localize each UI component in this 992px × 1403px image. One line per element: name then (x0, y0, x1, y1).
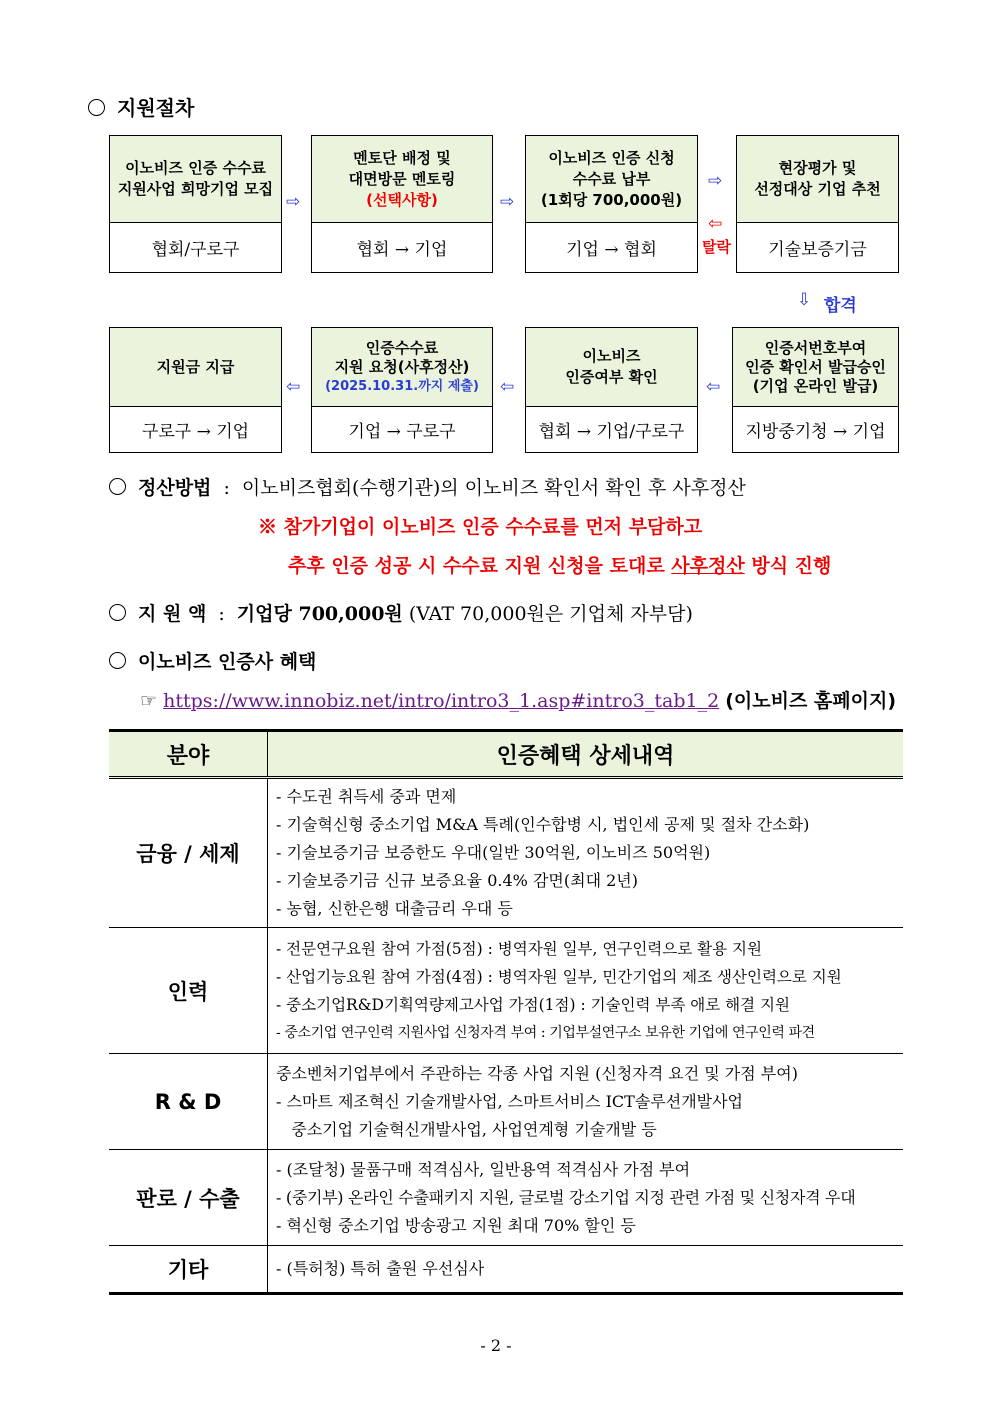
detail-line: 중소기업 기술혁신개발사업, 사업연계형 기술개발 등 (276, 1119, 657, 1139)
arrow-right-icon: ⇨ (708, 171, 723, 191)
benefits-link-line (140, 686, 896, 713)
row-category: R & D (109, 1054, 268, 1150)
procedure-heading (88, 92, 194, 121)
amount-note: (VAT 70,000원은 기업체 자부담) (408, 603, 693, 625)
fail-label: 탈락 (702, 238, 731, 256)
step-line: 현장평가 및 (778, 159, 857, 177)
note-text: 추후 인증 성공 시 수수료 지원 신청을 토대로 (288, 555, 672, 577)
detail-line: - 스마트 제조혁신 기술개발사업, 스마트서비스 ICT솔루션개발사업 (276, 1091, 744, 1111)
row-details (268, 1054, 904, 1150)
step-box-4-actor: 기술보증기금 (768, 239, 867, 260)
step-line: 지원사업 희망기업 모집 (117, 180, 274, 198)
detail-line: - 기술혁신형 중소기업 M&A 특례(인수합병 시, 법인세 공제 및 절차 간소화) (276, 815, 810, 834)
step-line: 수수료 납부 (572, 169, 651, 188)
pass-label: 합격 (824, 296, 857, 316)
benefits-table (109, 729, 903, 1295)
innobiz-link[interactable]: https://www.innobiz.net/intro/intro3_1.asp#intro3_tab1_2 (163, 690, 720, 712)
arrow-left-icon: ⇦ (706, 377, 721, 397)
table-row (109, 778, 903, 928)
note-underlined: 사후정산 (671, 555, 745, 577)
header-details: 인증혜택 상세내역 (268, 731, 904, 778)
settlement-text: 이노비즈협회(수행기관)의 이노비즈 확인서 확인 후 사후정산 (241, 477, 746, 499)
step-box-3-title (526, 136, 697, 223)
row-category: 판로 / 수출 (109, 1150, 268, 1246)
detail-line: 중소벤처기업부에서 주관하는 각종 사업 지원 (신청자격 요건 및 가점 부여) (276, 1063, 798, 1083)
row-details (268, 928, 904, 1054)
procedure-title: 지원절차 (117, 96, 195, 120)
detail-line: - 중소기업 연구인력 지원사업 신청자격 부여 : 기업부설연구소 보유한 기업에 연구인력 파견 (276, 1024, 815, 1041)
settlement-label: 정산방법 (138, 477, 212, 499)
benefits-heading (109, 647, 316, 674)
detail-line: - 수도권 취득세 중과 면제 (276, 787, 457, 806)
step-box-7 (311, 327, 493, 453)
arrow-right-icon: ⇨ (286, 192, 301, 212)
table-row (109, 928, 903, 1054)
row-category: 금융 / 세제 (109, 778, 268, 928)
detail-line: - 기술보증기금 보증한도 우대(일반 30억원, 이노비즈 50억원) (276, 843, 711, 862)
step-line: 멘토단 배정 및 (353, 148, 451, 167)
step-note: (선택사항) (366, 190, 438, 209)
step-box-8 (109, 327, 282, 453)
step-box-8-title (110, 328, 281, 407)
detail-line: - 산업기능요원 참여 가점(4점) : 병역자원 일부, 민간기업의 제조 생산인력으로 지원 (276, 967, 842, 986)
detail-line: - 기술보증기금 신규 보증요율 0.4% 감면(최대 2년) (276, 871, 638, 890)
step-box-3-actor: 기업 → 협회 (566, 239, 657, 260)
step-line: 지원 요청(사후정산) (334, 357, 470, 376)
detail-line: - (중기부) 온라인 수출패키지 지원, 글로벌 강소기업 지정 관련 가점 및 신청자격 우대 (276, 1187, 856, 1207)
step-line: 지원금 지급 (156, 357, 235, 376)
arrow-left-icon: ⇦ (286, 377, 301, 397)
step-box-6 (525, 327, 698, 453)
header-category: 분야 (109, 731, 268, 778)
note-text: 방식 진행 (744, 555, 832, 577)
step-line: (기업 온라인 발급) (752, 376, 879, 395)
step-box-4 (736, 135, 899, 273)
step-line: 인증여부 확인 (565, 368, 658, 386)
colon: : (218, 603, 225, 625)
row-details (268, 1246, 904, 1294)
arrow-right-icon: ⇨ (500, 192, 515, 212)
settlement-line (109, 473, 746, 500)
step-line: 대면방문 멘토링 (348, 169, 456, 188)
table-row (109, 1150, 903, 1246)
circle-bullet-icon (109, 478, 126, 495)
circle-bullet-icon (88, 99, 105, 116)
step-box-2-actor: 협회 → 기업 (356, 239, 448, 260)
step-line: 인증 확인서 발급승인 (745, 357, 886, 376)
step-line: (1회당 700,000원) (540, 190, 683, 209)
row-category: 기타 (109, 1246, 268, 1294)
step-box-7-title (312, 328, 492, 407)
amount-label: 지 원 액 (138, 603, 207, 625)
link-note: (이노비즈 홈페이지) (725, 690, 897, 712)
step-box-3 (525, 135, 698, 273)
step-line: 이노비즈 (582, 347, 641, 365)
step-line: 이노비즈 인증 수수료 (125, 159, 266, 177)
step-box-1-actor: 협회/구로구 (151, 239, 240, 260)
amount-value: 기업당 700,000원 (236, 603, 403, 625)
row-details (268, 778, 904, 928)
detail-line: - (조달청) 물품구매 적격심사, 일반용역 적격심사 가점 부여 (276, 1159, 691, 1179)
step-box-5-actor: 지방중기청 → 기업 (745, 421, 886, 442)
circle-bullet-icon (109, 604, 126, 621)
amount-line (109, 599, 693, 626)
step-box-7-actor: 기업 → 구로구 (348, 421, 456, 442)
step-line: 선정대상 기업 추천 (754, 180, 881, 198)
benefits-title: 이노비즈 인증사 혜택 (138, 651, 317, 673)
step-box-5-title (733, 328, 898, 407)
row-category: 인력 (109, 928, 268, 1054)
step-box-2 (311, 135, 493, 273)
table-header-row (109, 731, 903, 778)
step-line: 이노비즈 인증 신청 (548, 148, 675, 167)
step-box-4-title (737, 136, 898, 223)
page-number: - 2 - (480, 1336, 512, 1355)
arrow-down-icon: ⇩ (797, 290, 812, 310)
hand-pointer-icon: ☞ (140, 690, 158, 712)
circle-bullet-icon (109, 652, 126, 669)
step-box-2-title (312, 136, 492, 223)
detail-line: - 혁신형 중소기업 방송광고 지원 최대 70% 할인 등 (276, 1215, 636, 1235)
row-details (268, 1150, 904, 1246)
step-box-6-title (526, 328, 697, 407)
step-box-8-actor: 구로구 → 기업 (141, 421, 250, 442)
step-box-1 (109, 135, 282, 273)
detail-line: - 전문연구요원 참여 가점(5점) : 병역자원 일부, 연구인력으로 활용 지원 (276, 939, 762, 958)
detail-line: - (특허청) 특허 출원 우선심사 (276, 1259, 485, 1278)
step-box-6-actor: 협회 → 기업/구로구 (538, 421, 685, 442)
settlement-note-1: ※ 참가기업이 이노비즈 인증 수수료를 먼저 부담하고 (258, 516, 703, 538)
settlement-note-2 (288, 551, 831, 578)
step-note: (2025.10.31.까지 제출) (325, 378, 479, 394)
detail-line: - 중소기업R&D기획역량제고사업 가점(1점) : 기술인력 부족 애로 해결 지원 (276, 995, 790, 1014)
colon: : (223, 477, 230, 499)
step-line: 인증수수료 (365, 338, 439, 357)
table-row (109, 1054, 903, 1150)
step-line: 인증서번호부여 (764, 338, 867, 357)
step-box-5 (732, 327, 899, 453)
detail-line: - 농협, 신한은행 대출금리 우대 등 (276, 899, 513, 918)
step-box-1-title (110, 136, 281, 223)
arrow-left-icon: ⇦ (500, 377, 515, 397)
arrow-left-icon: ⇦ (708, 214, 723, 234)
table-row (109, 1246, 903, 1294)
